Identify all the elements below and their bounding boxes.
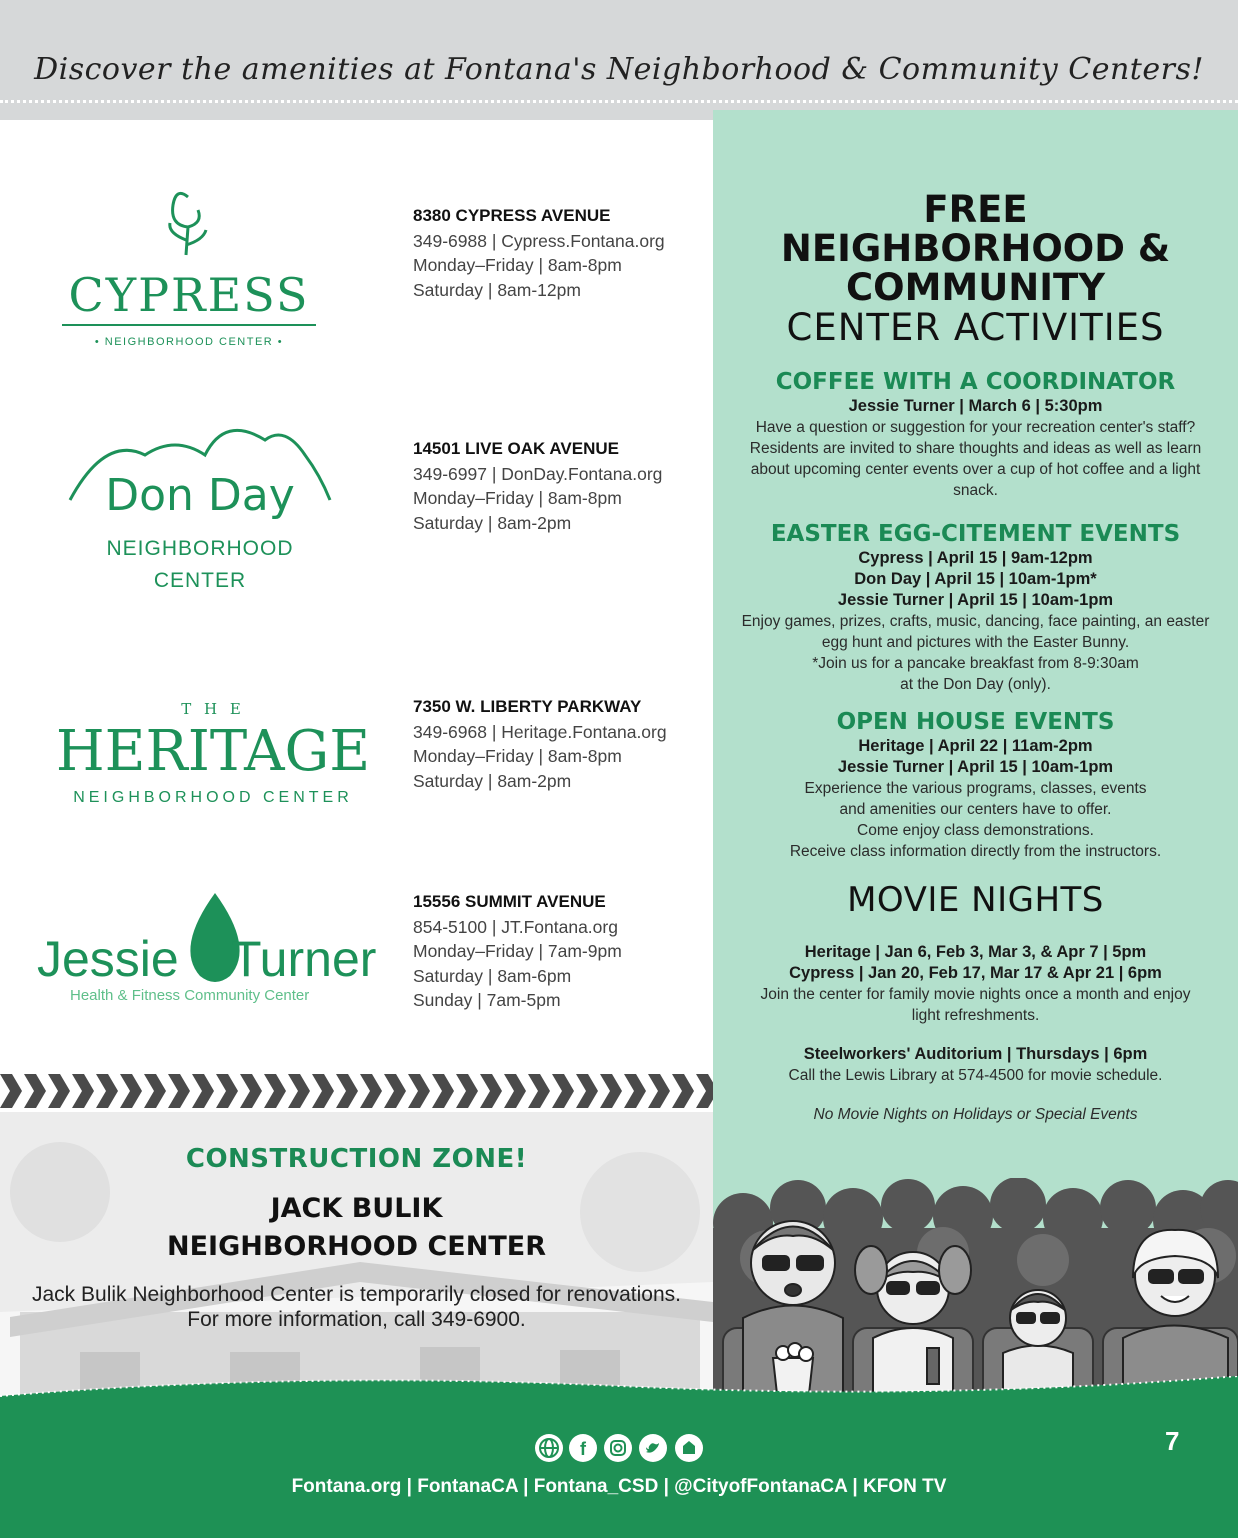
svg-text:f: f xyxy=(580,1439,586,1459)
openhouse-section xyxy=(733,708,1218,862)
easter-text: Enjoy games, prizes, crafts, music, dancing, face painting, an easter egg hunt and pictures with the Easter Bunny. xyxy=(741,613,1210,651)
activities-subtitle: CENTER ACTIVITIES xyxy=(786,306,1165,349)
movies-section xyxy=(733,880,1218,1125)
cypress-address: 8380 CYPRESS AVENUE xyxy=(413,206,611,225)
easter-note: *Join us for a pancake breakfast from 8-9:30am xyxy=(812,655,1139,672)
don-day-line: Saturday | 8am-2pm xyxy=(413,512,572,533)
construction-name-line: NEIGHBORHOOD CENTER xyxy=(167,1231,546,1262)
footer-links[interactable]: Fontana.org | FontanaCA | Fontana_CSD | @CityofFontanaCA | KFON TV xyxy=(291,1476,947,1497)
cypress-logo xyxy=(58,185,320,350)
construction-text: Jack Bulik Neighborhood Center is temporarily closed for renovations. For more information, call 349-6900. xyxy=(32,1283,681,1331)
openhouse-line: Receive class information directly from the instructors. xyxy=(789,843,1162,860)
don-day-address: 14501 LIVE OAK AVENUE xyxy=(413,439,619,458)
don-day-logo xyxy=(65,415,335,595)
instagram-icon[interactable] xyxy=(604,1434,632,1462)
openhouse-title: OPEN HOUSE EVENTS xyxy=(836,709,1115,735)
heritage-line: Saturday | 8am-2pm xyxy=(413,770,572,791)
coffee-title: COFFEE WITH A COORDINATOR xyxy=(775,369,1176,395)
construction-center-name xyxy=(0,1190,713,1266)
cypress-info xyxy=(413,204,713,302)
openhouse-when: Jessie Turner | April 15 | 10am-1pm xyxy=(837,758,1114,776)
construction-title: CONSTRUCTION ZONE! xyxy=(185,1144,528,1174)
jessie-turner-line: Sunday | 7am-5pm xyxy=(413,990,561,1010)
cypress-logo-name: CYPRESS xyxy=(68,268,310,322)
easter-when: Don Day | April 15 | 10am-1pm* xyxy=(854,570,1097,588)
heritage-logo-pre: T H E xyxy=(181,700,245,718)
movies-text: Join the center for family movie nights once a month and enjoy light refreshments. xyxy=(760,986,1191,1024)
easter-note: at the Don Day (only). xyxy=(900,676,1051,693)
movies-when: Cypress | Jan 20, Feb 17, Mar 17 & Apr 21 | 6pm xyxy=(789,964,1162,982)
web-icon[interactable] xyxy=(535,1434,563,1462)
heritage-logo-name: HERITAGE xyxy=(55,719,371,784)
jessie-turner-address: 15556 SUMMIT AVENUE xyxy=(413,892,606,911)
don-day-logo-sub: CENTER xyxy=(153,569,247,592)
heritage-line: 349-6968 | Heritage.Fontana.org xyxy=(413,721,667,742)
header-band xyxy=(0,0,1238,120)
cypress-line: Saturday | 8am-12pm xyxy=(413,279,581,300)
cypress-line: 349-6988 | Cypress.Fontana.org xyxy=(413,230,665,251)
jessie-turner-line: Monday–Friday | 7am-9pm xyxy=(413,941,622,961)
heritage-logo xyxy=(38,692,393,812)
title-line: FREE xyxy=(923,188,1028,231)
activities-panel xyxy=(713,110,1238,1410)
jessie-turner-logo-name: Jessie xyxy=(37,931,179,987)
easter-when: Cypress | April 15 | 9am-12pm xyxy=(858,549,1093,567)
title-line: NEIGHBORHOOD & xyxy=(780,227,1171,270)
construction-name-line: JACK BULIK xyxy=(270,1193,443,1224)
don-day-logo-name: Don Day xyxy=(105,470,295,521)
jessie-turner-info xyxy=(413,890,713,1013)
heritage-info xyxy=(413,695,713,793)
openhouse-line: Come enjoy class demonstrations. xyxy=(857,822,1094,839)
heritage-line: Monday–Friday | 8am-8pm xyxy=(413,746,622,766)
header-dotted-divider xyxy=(0,100,1238,108)
jessie-turner-line: 854-5100 | JT.Fontana.org xyxy=(413,916,618,937)
header-title: Discover the amenities at Fontana's Neighborhood & Community Centers! xyxy=(34,52,1204,87)
heritage-address: 7350 W. LIBERTY PARKWAY xyxy=(413,697,642,716)
jessie-turner-line: Saturday | 8am-6pm xyxy=(413,965,572,986)
nextdoor-icon[interactable] xyxy=(675,1434,703,1462)
openhouse-line: and amenities our centers have to offer. xyxy=(839,801,1112,818)
coffee-when: Jessie Turner | March 6 | 5:30pm xyxy=(848,397,1103,415)
cypress-logo-sub: • NEIGHBORHOOD CENTER • xyxy=(94,336,284,348)
steelworkers-when: Steelworkers' Auditorium | Thursdays | 6pm xyxy=(803,1045,1148,1063)
don-day-info xyxy=(413,437,713,535)
openhouse-when: Heritage | April 22 | 11am-2pm xyxy=(858,737,1093,755)
openhouse-line: Experience the various programs, classes, events xyxy=(804,780,1147,797)
title-line: COMMUNITY xyxy=(845,266,1106,309)
page-number: 7 xyxy=(1165,1426,1180,1456)
easter-title: EASTER EGG-CITEMENT EVENTS xyxy=(770,521,1181,547)
twitter-icon[interactable] xyxy=(639,1434,667,1462)
don-day-line: 349-6997 | DonDay.Fontana.org xyxy=(413,463,663,484)
jessie-turner-logo-name: Turner xyxy=(231,931,377,987)
steelworkers-text: Call the Lewis Library at 574-4500 for movie schedule. xyxy=(788,1067,1163,1084)
cypress-line: Monday–Friday | 8am-8pm xyxy=(413,255,622,275)
coffee-text: Have a question or suggestion for your recreation center's staff? Residents are invited to share thoughts and ideas as well as learn about upcoming center events over a cup of hot coffee and a light snack. xyxy=(749,419,1202,499)
movies-note: No Movie Nights on Holidays or Special Events xyxy=(813,1106,1138,1123)
don-day-logo-sub: NEIGHBORHOOD xyxy=(106,537,294,560)
jessie-turner-logo xyxy=(35,888,400,1008)
don-day-line: Monday–Friday | 8am-8pm xyxy=(413,488,622,508)
easter-section xyxy=(733,520,1218,695)
movies-when: Heritage | Jan 6, Feb 3, Mar 3, & Apr 7 | 5pm xyxy=(804,943,1147,961)
movies-title: MOVIE NIGHTS xyxy=(847,880,1104,920)
facebook-icon[interactable] xyxy=(569,1434,597,1462)
coffee-section xyxy=(733,368,1218,501)
construction-zone xyxy=(0,1112,713,1410)
heritage-logo-sub: NEIGHBORHOOD CENTER xyxy=(73,789,353,806)
easter-when: Jessie Turner | April 15 | 10am-1pm xyxy=(837,591,1114,609)
activities-title xyxy=(713,190,1238,307)
jessie-turner-logo-sub: Health & Fitness Community Center xyxy=(70,987,310,1004)
chevron-band xyxy=(0,1070,713,1112)
